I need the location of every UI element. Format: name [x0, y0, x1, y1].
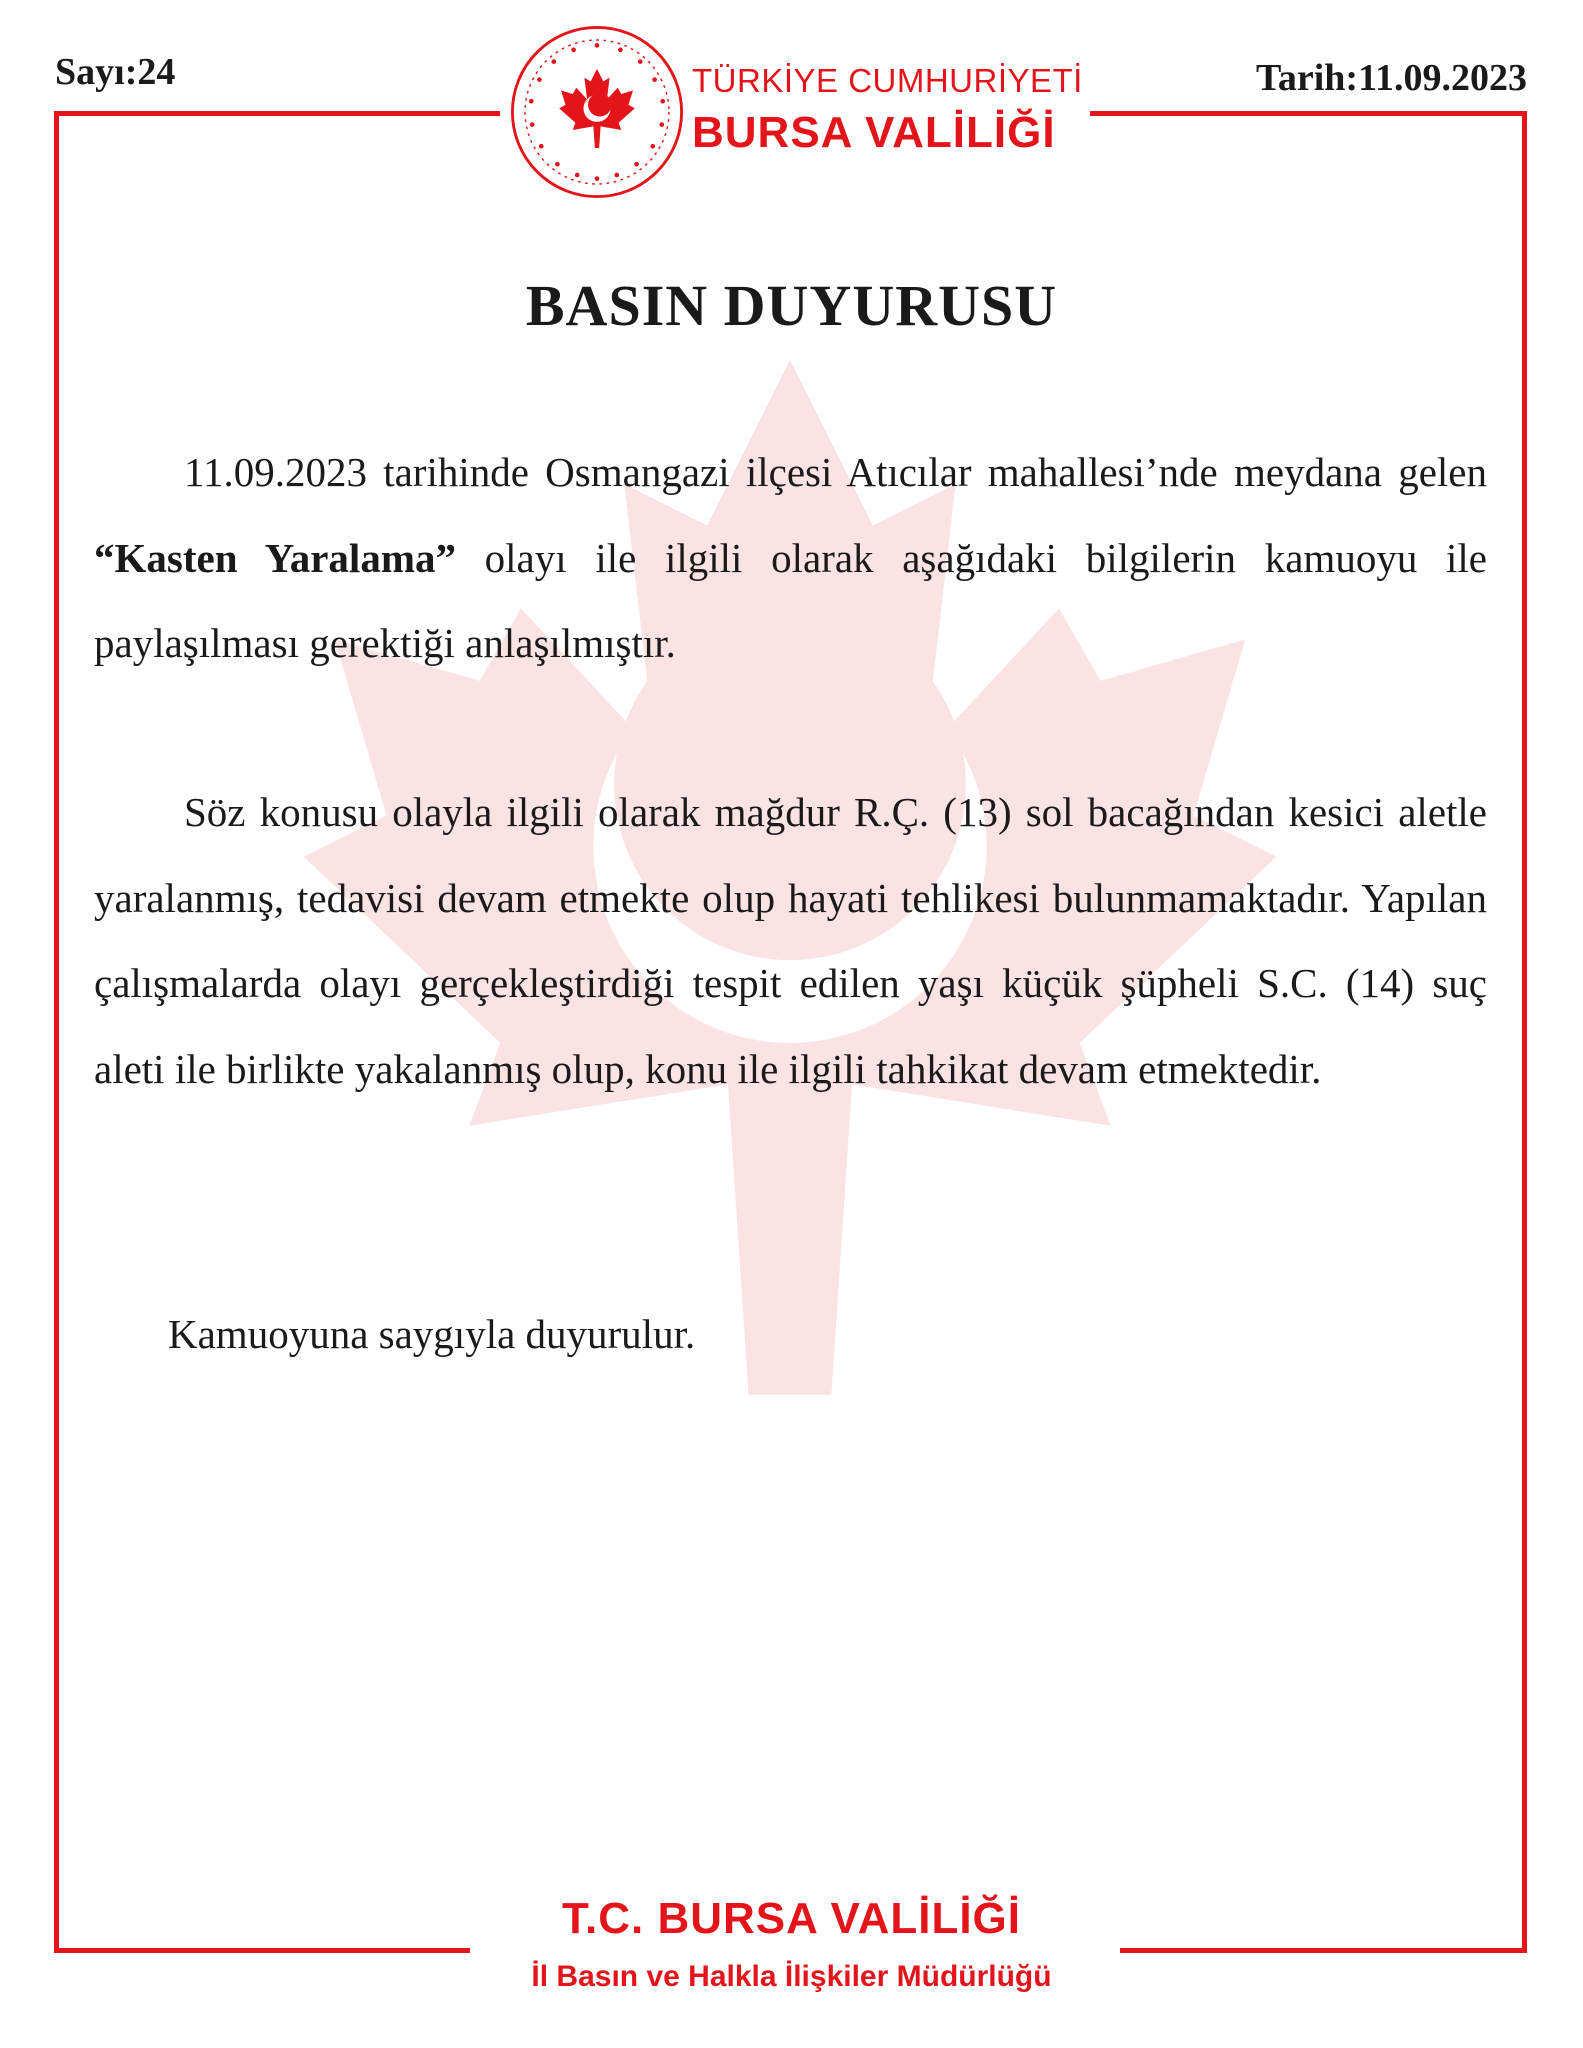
- footer-department: İl Basın ve Halkla İlişkiler Müdürlüğü: [531, 1960, 1052, 1993]
- paragraph-2: [94, 770, 1487, 1112]
- paragraph-1: [94, 430, 1487, 687]
- org-name-country: TÜRKİYE CUMHURİYETİ: [692, 62, 1083, 99]
- page-title: BASIN DUYURUSU: [525, 273, 1058, 338]
- footer-org-name: T.C. BURSA VALİLİĞİ: [562, 1894, 1021, 1943]
- org-name-governorship: BURSA VALİLİĞİ: [692, 108, 1056, 157]
- paragraph-2-text: Söz konusu olayla ilgili olarak mağdur R.Ç. (13) sol bacağından kesici aletle yaralanmış, tedavisi devam etmekte olup hayati tehlikesi bulunmamaktadır. Yapılan çalışmalarda olayı gerçekleştirdiği tespit edilen yaşı küçük şüpheli S.C. (14) suç aleti ile birlikte yakalanmış olup, konu ile ilgili tahkikat devam etmektedir.: [94, 789, 1487, 1092]
- document-number: Sayı:24: [55, 51, 176, 93]
- closing-statement: Kamuoyuna saygıyla duyurulur.: [168, 1311, 696, 1357]
- maple-leaf-crescent-seal-icon: [507, 22, 687, 202]
- paragraph-1-text-b: olayı ile ilgili olarak aşağıdaki bilgilerin kamuoyu ile paylaşılması gerektiği anlaşılmıştır.: [94, 534, 1487, 666]
- paragraph-1-text-a: 11.09.2023 tarihinde Osmangazi ilçesi Atıcılar mahallesi’nde meydana gelen: [184, 449, 1487, 495]
- document-date: Tarih:11.09.2023: [1256, 57, 1527, 99]
- paragraph-1-bold: “Kasten Yaralama”: [94, 534, 456, 581]
